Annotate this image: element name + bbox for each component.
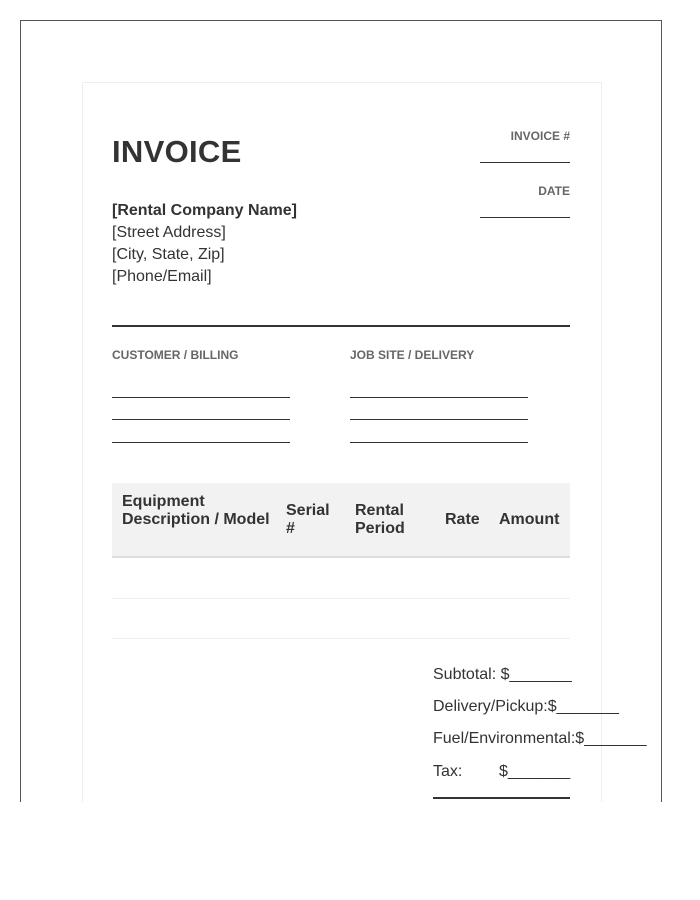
company-contact: [Phone/Email]	[112, 268, 212, 285]
fuel-environmental-line: Fuel/Environmental:$_______	[433, 730, 647, 747]
customer-line-3[interactable]	[112, 442, 290, 443]
job-site-delivery-label: JOB SITE / DELIVERY	[350, 348, 475, 362]
invoice-title: INVOICE	[112, 134, 242, 169]
date-field[interactable]	[480, 217, 570, 218]
column-equipment-description: Equipment Description / Model	[122, 493, 270, 528]
date-label: DATE	[538, 184, 570, 198]
column-amount: Amount	[499, 511, 560, 528]
table-row[interactable]	[112, 598, 570, 599]
jobsite-line-2[interactable]	[350, 419, 528, 420]
subtotal-line: Subtotal: $_______	[433, 666, 572, 683]
tax-label: Tax:	[433, 763, 463, 780]
company-street: [Street Address]	[112, 224, 226, 241]
delivery-pickup-line: Delivery/Pickup:$_______	[433, 698, 619, 715]
jobsite-line-3[interactable]	[350, 442, 528, 443]
document-viewport	[20, 20, 662, 802]
equipment-table-header	[112, 483, 570, 558]
invoice-number-field[interactable]	[480, 162, 570, 163]
customer-line-1[interactable]	[112, 397, 290, 398]
column-rental-period: Rental Period	[355, 502, 405, 537]
column-serial: Serial #	[286, 502, 330, 537]
jobsite-line-1[interactable]	[350, 397, 528, 398]
company-name: [Rental Company Name]	[112, 202, 297, 219]
total-divider	[433, 797, 570, 799]
company-info	[112, 200, 297, 288]
customer-line-2[interactable]	[112, 419, 290, 420]
customer-billing-label: CUSTOMER / BILLING	[112, 348, 239, 362]
company-city: [City, State, Zip]	[112, 246, 225, 263]
table-row[interactable]	[112, 638, 570, 639]
column-rate: Rate	[445, 511, 480, 528]
header-divider	[112, 325, 570, 327]
invoice-number-label: INVOICE #	[510, 129, 570, 143]
tax-value: $_______	[499, 763, 571, 780]
